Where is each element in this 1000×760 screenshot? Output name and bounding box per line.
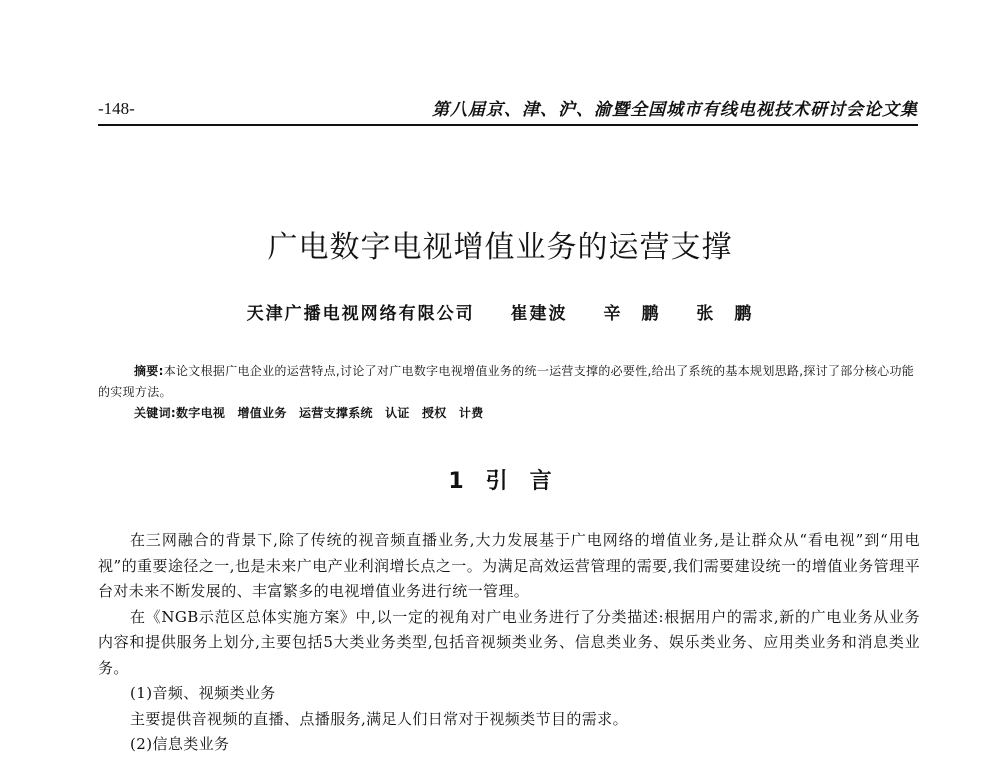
body-paragraph: (2)信息类业务 xyxy=(130,735,230,753)
paper-title: 广电数字电视增值业务的运营支撑 xyxy=(267,230,733,265)
body-paragraph: 在三网融合的背景下,除了传统的视音频直播业务,大力发展基于广电网络的增值业务,是让群众从“看电视”到“用电视”的重要途径之一,也是未来广电产业利润增长点之一。为满足高效运营管理的需要,我们需要建设统一的增值业务管理平台对未来不断发展的、丰富繁多的电视增值业务进行统一管理。 xyxy=(98,531,920,600)
author-line xyxy=(0,299,1000,324)
abstract-label: 摘要: xyxy=(134,364,164,378)
keywords-label: 关键词: xyxy=(134,406,176,420)
author-organization: 天津广播电视网络有限公司 xyxy=(246,304,475,324)
body-paragraph: 在《NGB示范区总体实施方案》中,以一定的视角对广电业务进行了分类描述:根据用户的需求,新的广电业务从业务内容和提供服务上划分,主要包括5大类业务类型,包括音视频类业务、信息类业务、娱乐类业务、应用类业务和消息类业务。 xyxy=(98,607,920,677)
running-header xyxy=(98,94,918,126)
body-text xyxy=(98,528,920,758)
body-paragraph: (1)音频、视频类业务 xyxy=(130,684,276,702)
author-name: 崔建波 xyxy=(510,304,568,324)
body-paragraph: 主要提供音视频的直播、点播服务,满足人们日常对于视频类节目的需求。 xyxy=(130,709,628,728)
abstract-text: 本论文根据广电企业的运营特点,讨论了对广电数字电视增值业务的统一运营支撑的必要性,给出了系统的基本规划思路,探讨了部分核心功能的实现方法。 xyxy=(98,364,915,399)
keywords xyxy=(98,403,920,424)
proceedings-title: 第八届京、津、沪、渝暨全国城市有线电视技术研讨会论文集 xyxy=(432,100,918,120)
abstract-block xyxy=(98,361,920,424)
keywords-text: 数字电视 增值业务 运营支撑系统 认证 授权 计费 xyxy=(176,406,484,420)
author-name: 辛 鹏 xyxy=(603,304,661,324)
author-name: 张 鹏 xyxy=(696,304,754,324)
abstract xyxy=(98,361,920,403)
page-number: -148- xyxy=(98,99,135,118)
section-heading: 1 引 言 xyxy=(448,469,552,494)
